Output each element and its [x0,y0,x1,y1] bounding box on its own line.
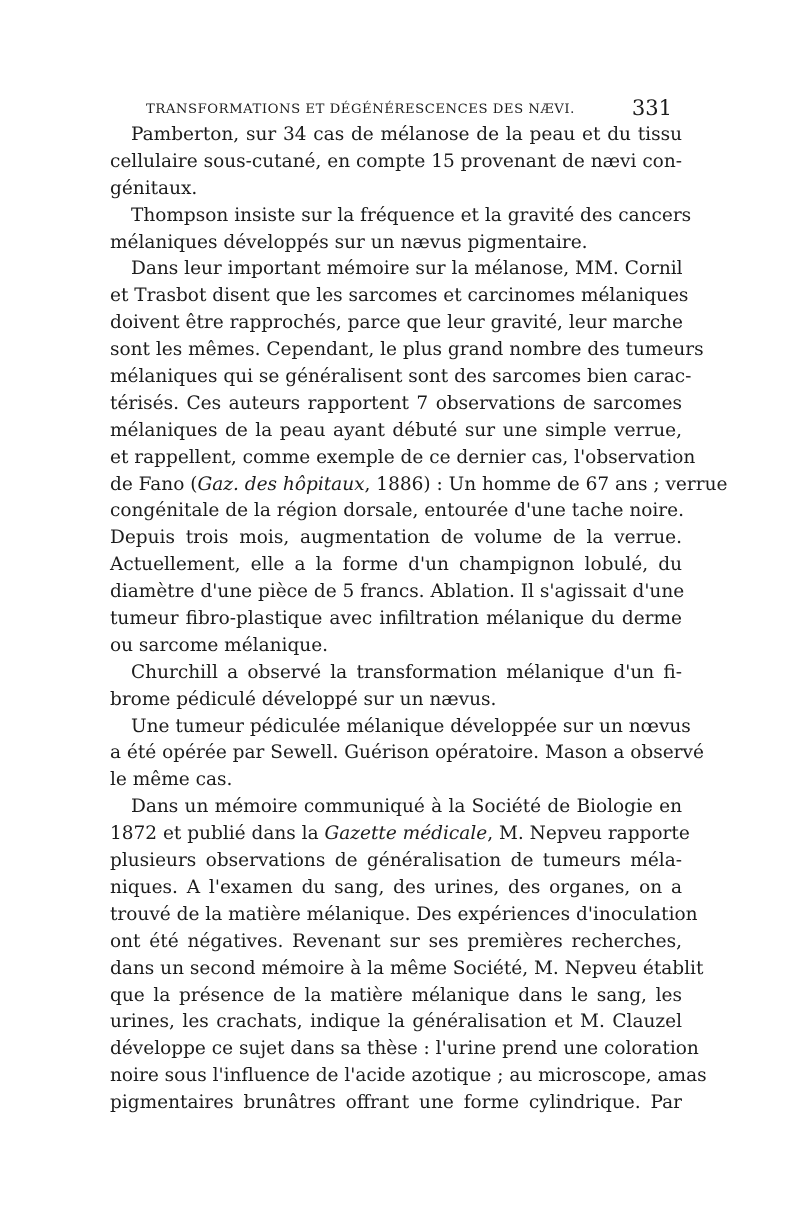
text-line: Depuis trois mois, augmentation de volume de la verrue. [110,527,682,549]
text-line: Churchill a observé la transformation mélanique d'un fi- [131,661,682,683]
text-line: cellulaire sous-cutané, en compte 15 provenant de nævi con- [110,150,682,172]
citation-gaz-hopitaux: Gaz. des hôpitaux [197,473,365,495]
text-line: plusieurs observations de généralisation de tumeurs méla- [110,850,682,872]
fano-after: , 1886) : Un homme de 67 ans ; verrue [364,473,728,495]
text-line: congénitale de la région dorsale, entourée d'une tache noire. [110,500,684,522]
text-line: brome pédiculé développé sur un nævus. [110,688,497,710]
text-line: urines, les crachats, indique la généralisation et M. Clauzel [110,1011,682,1033]
text-line: Actuellement, elle a la forme d'un champignon lobulé, du [110,554,682,576]
body-text [110,122,728,1117]
text-line: et rappellent, comme exemple de ce dernier cas, l'observation [110,446,696,468]
text-line: noire sous l'influence de l'acide azotique ; au microscope, amas [110,1065,707,1087]
paragraph-sewell-mason [110,714,704,795]
paragraph-cornil-trasbot [110,256,728,659]
text-line: le même cas. [110,769,233,791]
text-line: mélaniques qui se généralisent sont des sarcomes bien carac- [110,366,692,388]
text-line: mélaniques développés sur un nævus pigmentaire. [110,231,588,253]
text-line: pigmentaires brunâtres offrant une forme cylindrique. Par [110,1092,682,1114]
text-line: Dans leur important mémoire sur la mélanose, MM. Cornil [131,258,683,280]
text-line: ou sarcome mélanique. [110,634,329,656]
text-line: a été opérée par Sewell. Guérison opératoire. Mason a observé [110,742,704,764]
text-line: ont été négatives. Revenant sur ses premières recherches, [110,930,682,952]
text-line: que la présence de la matière mélanique dans le sang, les [110,984,682,1006]
text-line: développe ce sujet dans sa thèse : l'urine prend une coloration [110,1038,699,1060]
text-line: sont les mêmes. Cependant, le plus grand nombre des tumeurs [110,339,704,361]
paragraph-churchill [110,660,682,714]
text-line-fano [110,472,728,499]
page-number: 331 [631,96,672,120]
paragraph-nepveu [110,794,707,1117]
text-line: génitaux. [110,177,198,199]
text-line: térisés. Ces auteurs rapportent 7 observations de sarcomes [110,392,682,414]
text-line: doivent être rapprochés, parce que leur gravité, leur marche [110,312,683,334]
text-line: Thompson insiste sur la fréquence et la gravité des cancers [131,204,692,226]
citation-gazette-medicale: Gazette médicale [324,823,488,845]
gazette-after: , M. Nepveu rapporte [487,823,690,845]
text-line: dans un second mémoire à la même Société, M. Nepveu établit [110,957,704,979]
fano-before: de Fano ( [110,473,198,495]
text-line: tumeur fibro-plastique avec infiltration mélanique du derme [110,608,682,630]
text-line: Une tumeur pédiculée mélanique développée sur un nœvus [131,715,691,737]
running-head [126,96,672,124]
paragraph-thompson [110,203,692,257]
text-line-gazette [110,821,690,848]
text-line: Dans un mémoire communiqué à la Société de Biologie en [131,796,682,818]
running-title: TRANSFORMATIONS ET DÉGÉNÉRESCENCES DES NÆVI. [146,102,575,117]
text-line: et Trasbot disent que les sarcomes et carcinomes mélaniques [110,285,689,307]
text-line: diamètre d'une pièce de 5 francs. Ablation. Il s'agissait d'une [110,581,685,603]
text-line: trouvé de la matière mélanique. Des expériences d'inoculation [110,903,698,925]
gazette-before: 1872 et publié dans la [110,823,325,845]
text-line: niques. A l'examen du sang, des urines, des organes, on a [110,876,682,898]
paragraph-pamberton [110,122,682,203]
text-line: mélaniques de la peau ayant débuté sur une simple verrue, [110,419,682,441]
text-line: Pamberton, sur 34 cas de mélanose de la peau et du tissu [131,124,682,145]
